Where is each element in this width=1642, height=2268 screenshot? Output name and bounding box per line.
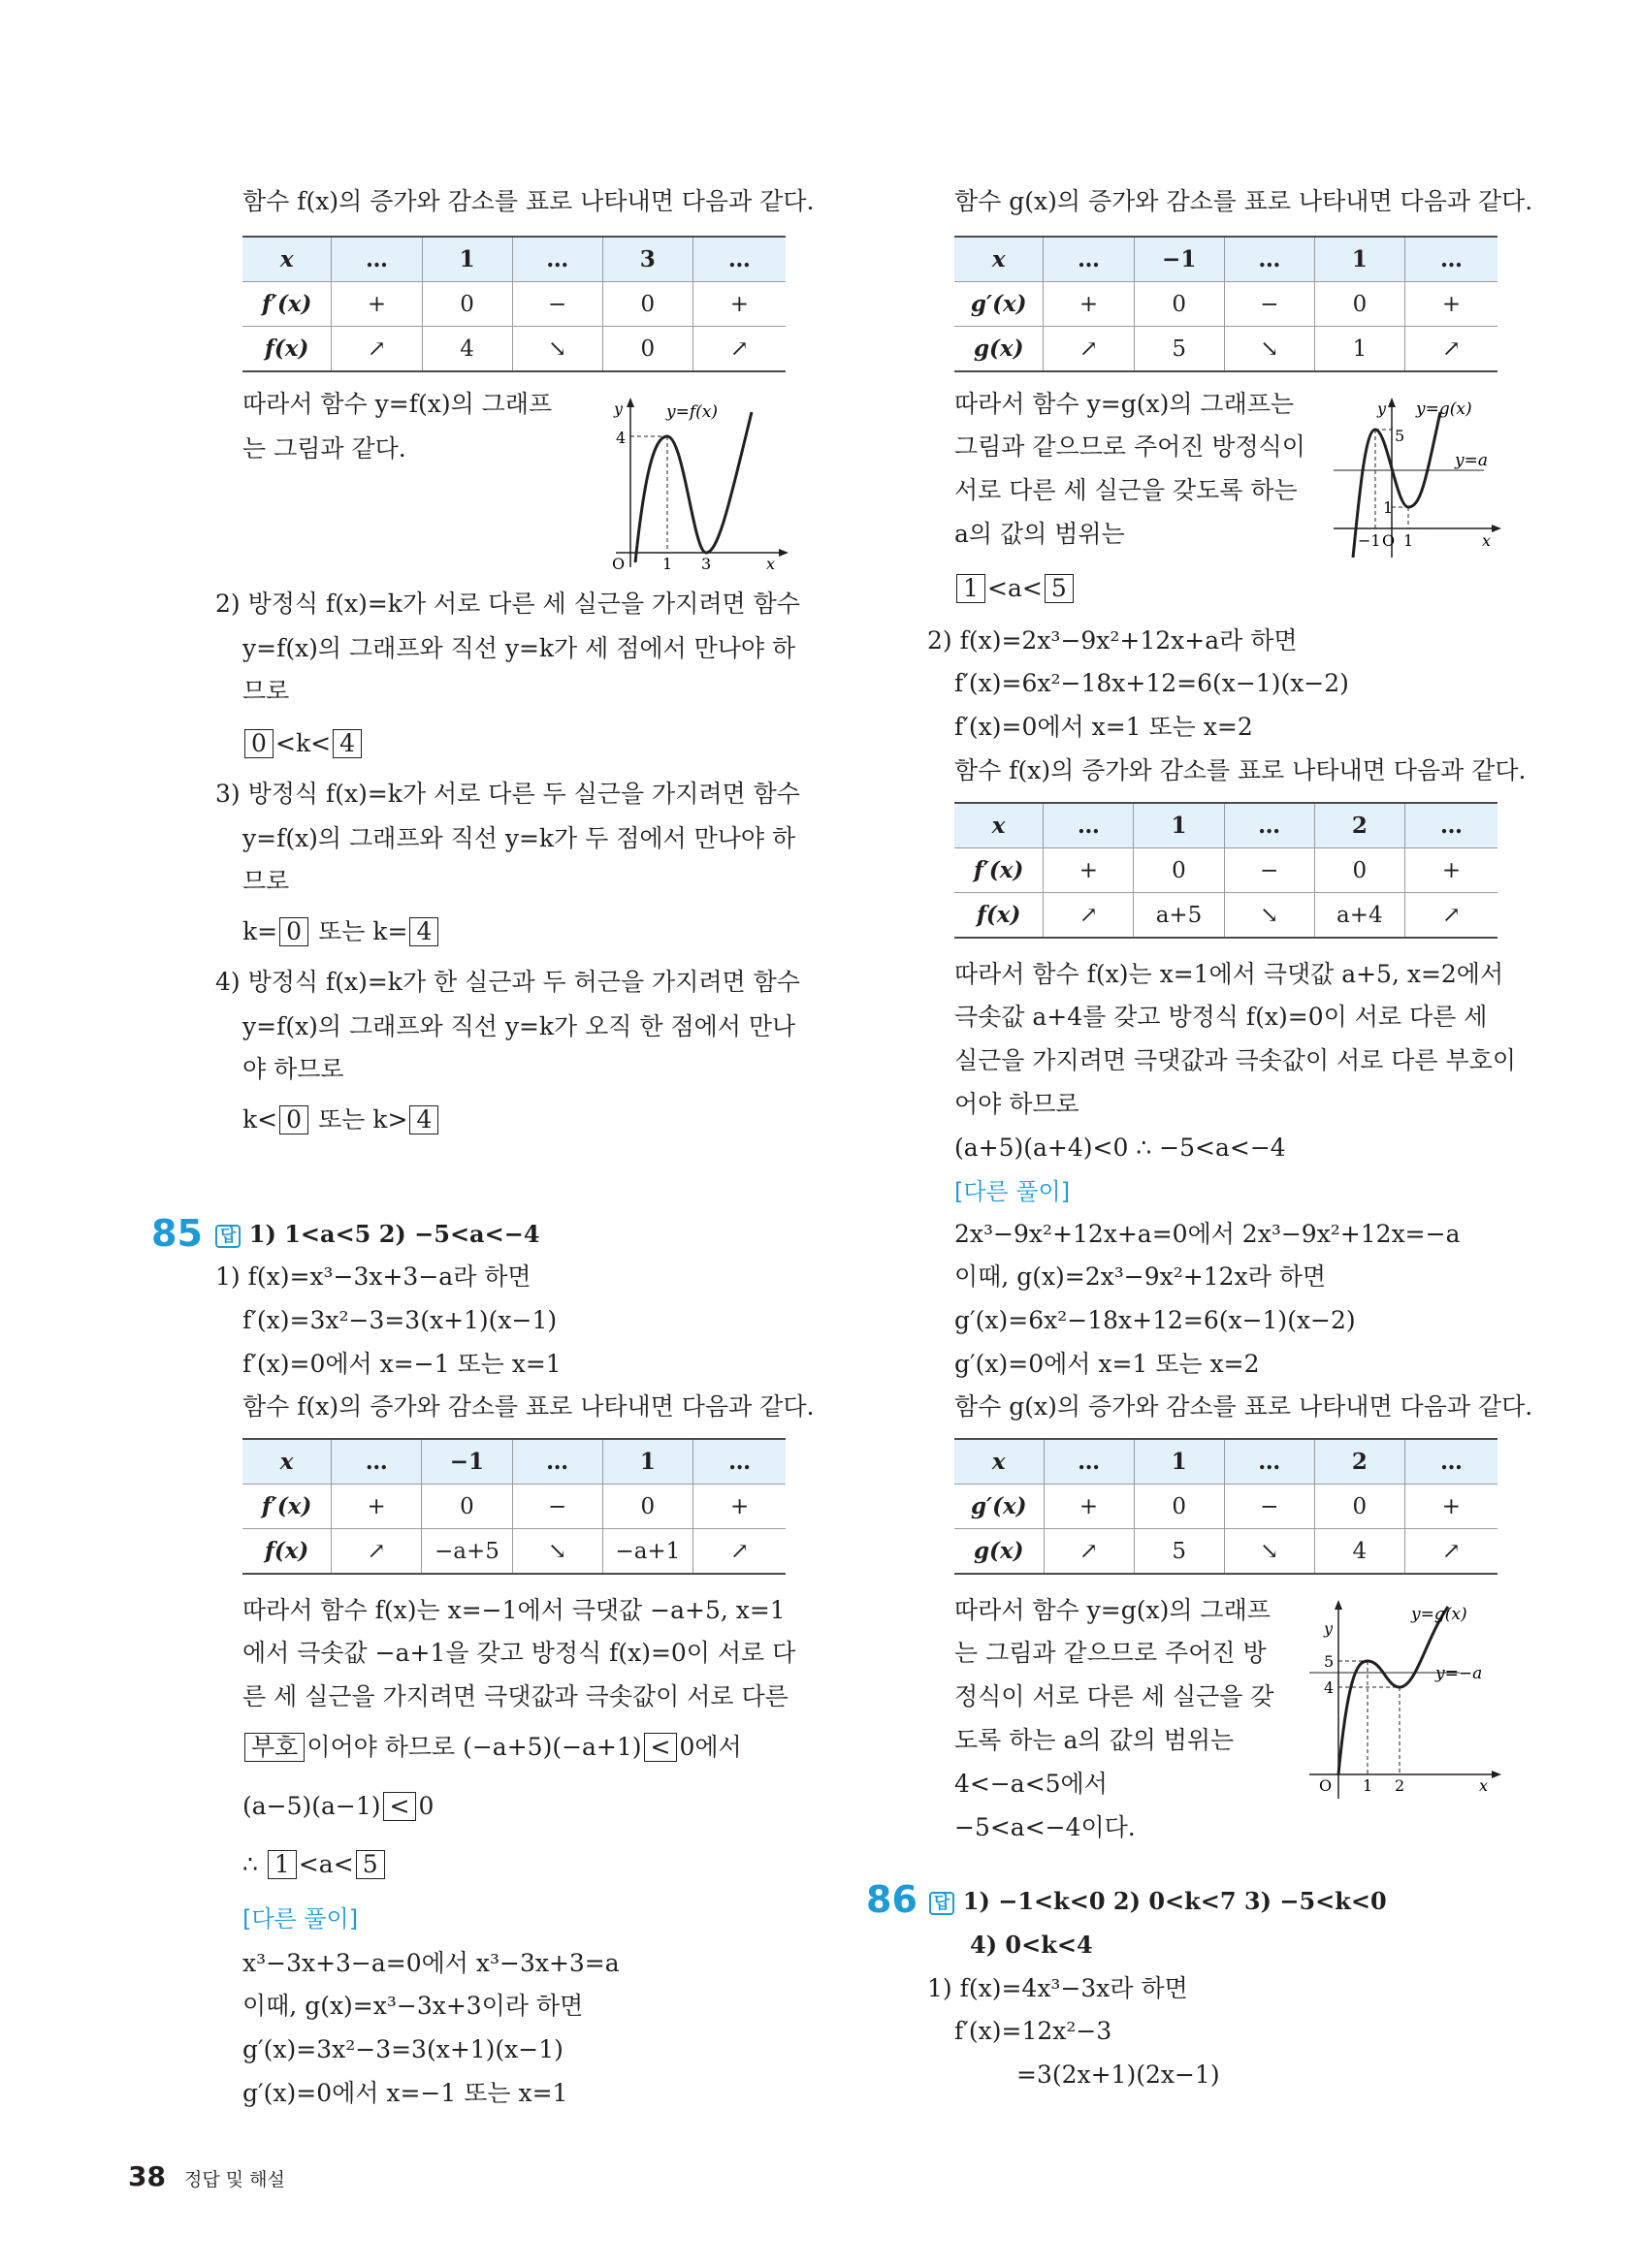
rg2-fn-label: y=g(x) — [1411, 1605, 1467, 1624]
left-alt-1: x³−3x+3−a=0에서 x³−3x+3=a — [242, 1949, 620, 1977]
rg1-origin: O — [1382, 531, 1396, 550]
table-cell: 0 — [602, 327, 692, 372]
table-cell: ↗ — [1044, 893, 1134, 939]
right-p2-after-4: 어야 하므로 — [954, 1090, 1079, 1118]
table-cell: 2 — [1314, 1439, 1404, 1485]
right-g1-text-1: 따라서 함수 y=g(x)의 그래프는 — [954, 390, 1295, 418]
answer-box: 부호 — [244, 1733, 305, 1762]
table-cell: 0 — [1314, 282, 1404, 327]
table-cell: … — [1044, 803, 1134, 848]
right-p2-2: f′(x)=6x²−18x+12=6(x−1)(x−2) — [954, 669, 1349, 697]
rg1-xm1: −1 — [1358, 531, 1381, 550]
table-cell: g′(x) — [954, 1485, 1044, 1529]
q86-line-3: =3(2x+1)(2x−1) — [1016, 2060, 1220, 2089]
q85-line-4: 함수 f(x)의 증가와 감소를 표로 나타내면 다음과 같다. — [242, 1392, 815, 1421]
right-graph-2 — [1304, 1595, 1503, 1804]
left-p2-2: y=f(x)의 그래프와 직선 y=k가 세 점에서 만나야 하 — [242, 634, 796, 662]
table-cell: x — [954, 237, 1044, 282]
table-cell: x — [954, 803, 1044, 848]
right-p2-after-3: 실근을 가지려면 극댓값과 극솟값이 서로 다른 부호이 — [954, 1046, 1516, 1074]
right-table-2 — [954, 802, 1497, 939]
table-row — [954, 803, 1497, 848]
left-graph1-text-2: 는 그림과 같다. — [242, 434, 406, 463]
rg2-y4: 4 — [1324, 1678, 1335, 1697]
right-g1-text-3: 서로 다른 세 실근을 갖도록 하는 — [954, 476, 1298, 504]
rg1-y1: 1 — [1383, 498, 1394, 517]
table-cell: … — [332, 1439, 422, 1485]
table-cell: + — [332, 282, 422, 327]
q86-line-1: 1) f(x)=4x³−3x라 하면 — [927, 1974, 1188, 2002]
right-p2-after-2: 극솟값 a+4를 갖고 방정식 f(x)=0이 서로 다른 세 — [954, 1003, 1488, 1031]
table-cell: + — [332, 1485, 422, 1529]
rg1-x-label: x — [1482, 531, 1492, 550]
table-cell: − — [512, 1485, 602, 1529]
right-g1-answer: 1 <a< 5 — [954, 574, 1076, 603]
table-cell: 1 — [1134, 803, 1224, 848]
table-cell: + — [1404, 282, 1497, 327]
rg2-origin: O — [1319, 1776, 1333, 1795]
right-g1-text-4: a의 값의 범위는 — [954, 520, 1125, 548]
table-cell: 0 — [1134, 1485, 1224, 1529]
table-cell: 0 — [422, 282, 512, 327]
table-cell: + — [1044, 282, 1134, 327]
table-cell: ↗ — [1044, 1529, 1134, 1575]
table-cell: 0 — [1134, 282, 1224, 327]
table-row — [954, 1439, 1497, 1485]
table-cell: x — [954, 1439, 1044, 1485]
table-cell: − — [1224, 282, 1314, 327]
right-g2-text-2: 는 그림과 같으므로 주어진 방 — [954, 1639, 1267, 1667]
answer-box: 4 — [409, 1105, 438, 1134]
table-cell: … — [1404, 237, 1497, 282]
right-alt-1: 2x³−9x²+12x+a=0에서 2x³−9x²+12x=−a — [954, 1220, 1461, 1248]
right-alt-3: g′(x)=6x²−18x+12=6(x−1)(x−2) — [954, 1306, 1356, 1334]
table-cell: f′(x) — [242, 1485, 332, 1529]
answer-box: 4 — [333, 729, 362, 758]
right-table-1 — [954, 236, 1497, 372]
rg1-x1: 1 — [1403, 531, 1414, 550]
table-cell: ↗ — [693, 1529, 786, 1575]
left-p3-2: y=f(x)의 그래프와 직선 y=k가 두 점에서 만나야 하 — [242, 824, 796, 852]
q85-line-2: f′(x)=3x²−3=3(x+1)(x−1) — [242, 1306, 558, 1334]
table-cell: 0 — [602, 282, 692, 327]
table-cell: 0 — [1314, 848, 1404, 893]
answer-box: 0 — [244, 729, 274, 758]
table-cell: + — [693, 1485, 786, 1529]
table-row — [954, 893, 1497, 939]
answer-box: 5 — [356, 1850, 385, 1879]
q85-after-1: 따라서 함수 f(x)는 x=−1에서 극댓값 −a+5, x=1 — [242, 1596, 786, 1624]
table-cell: + — [1404, 1485, 1497, 1529]
table-cell: … — [1404, 1439, 1497, 1485]
g1-y-label: y — [614, 399, 624, 418]
left-p4-answer: k< 0 또는 k> 4 — [242, 1105, 440, 1134]
table-cell: 4 — [422, 327, 512, 372]
answer-box: 1 — [956, 574, 985, 603]
table-cell: ↘ — [512, 1529, 602, 1575]
table-cell: −a+5 — [422, 1529, 513, 1575]
table-cell: a+4 — [1314, 893, 1404, 939]
table-row — [954, 1529, 1497, 1575]
q86-answer-1: 답 1) −1<k<0 2) 0<k<7 3) −5<k<0 — [929, 1887, 1387, 1915]
table-cell: … — [692, 237, 786, 282]
q86-number: 86 — [866, 1878, 918, 1921]
table-row — [242, 1439, 786, 1485]
table-cell: 4 — [1314, 1529, 1404, 1575]
left-table-2 — [242, 1438, 786, 1575]
table-cell: f(x) — [954, 893, 1044, 939]
table-cell: ↗ — [1405, 893, 1497, 939]
table-row — [954, 1485, 1497, 1529]
table-cell: 3 — [602, 237, 692, 282]
table-cell: 2 — [1314, 803, 1404, 848]
left-alt-3: g′(x)=3x²−3=3(x+1)(x−1) — [242, 2035, 563, 2063]
right-p2-4: 함수 f(x)의 증가와 감소를 표로 나타내면 다음과 같다. — [954, 756, 1527, 784]
table-cell: − — [512, 282, 602, 327]
right-alt-2: 이때, g(x)=2x³−9x²+12x라 하면 — [954, 1262, 1327, 1291]
table-cell: 1 — [1314, 327, 1404, 372]
table-cell: 0 — [1134, 848, 1224, 893]
table-cell: … — [512, 1439, 602, 1485]
right-p2-after-1: 따라서 함수 f(x)는 x=1에서 극댓값 a+5, x=2에서 — [954, 960, 1504, 988]
table-row — [242, 237, 786, 282]
answer-tag: 답 — [215, 1225, 241, 1248]
q86-answer-2: 4) 0<k<4 — [970, 1931, 1093, 1959]
table-cell: x — [242, 237, 332, 282]
right-g2-text-6: −5<a<−4이다. — [954, 1813, 1136, 1841]
g1-x1: 1 — [662, 555, 673, 572]
table-row — [954, 237, 1497, 282]
left-p3-3: 므로 — [242, 867, 290, 895]
page-number: 38 — [128, 2160, 166, 2192]
table-cell: … — [1405, 803, 1497, 848]
q85-box-line-2: (a−5)(a−1) < 0 — [242, 1792, 435, 1820]
left-intro: 함수 f(x)의 증가와 감소를 표로 나타내면 다음과 같다. — [242, 187, 815, 215]
rg2-x-label: x — [1479, 1776, 1489, 1795]
table-row — [954, 327, 1497, 372]
table-cell: 1 — [1314, 237, 1404, 282]
table-cell: ↗ — [1404, 327, 1497, 372]
table-cell: 5 — [1134, 1529, 1224, 1575]
right-g1-text-2: 그림과 같으므로 주어진 방정식이 — [954, 432, 1305, 461]
table-cell: f′(x) — [954, 848, 1044, 893]
left-p2-3: 므로 — [242, 677, 290, 705]
right-g2-text-1: 따라서 함수 y=g(x)의 그래프 — [954, 1596, 1271, 1624]
q85-after-3: 른 세 실근을 가지려면 극댓값과 극솟값이 서로 다른 — [242, 1682, 789, 1710]
answer-box: < — [644, 1733, 678, 1762]
table-cell: −a+1 — [602, 1529, 693, 1575]
table-cell: 0 — [602, 1485, 693, 1529]
left-p4-3: 야 하므로 — [242, 1055, 344, 1083]
left-alt-label: [다른 풀이] — [242, 1905, 359, 1933]
table-row — [954, 282, 1497, 327]
table-cell: −1 — [1134, 237, 1224, 282]
table-row — [242, 1485, 786, 1529]
q85-after-2: 에서 극솟값 −a+1을 갖고 방정식 f(x)=0이 서로 다 — [242, 1639, 796, 1667]
table-cell: ↗ — [1044, 327, 1134, 372]
q85-box-line-1: 부호 이어야 하므로 (−a+5)(−a+1) < 0에서 — [242, 1733, 742, 1762]
answer-box: 0 — [279, 1105, 308, 1134]
table-cell: ↘ — [512, 327, 602, 372]
table-cell: ↘ — [1224, 893, 1314, 939]
rg2-y5: 5 — [1324, 1652, 1335, 1671]
right-p2-1: 2) f(x)=2x³−9x²+12x+a라 하면 — [927, 626, 1298, 655]
table-cell: ↗ — [692, 327, 786, 372]
table-cell: ↗ — [332, 327, 422, 372]
footer-title: 정답 및 해설 — [184, 2169, 285, 2190]
right-alt-4: g′(x)=0에서 x=1 또는 x=2 — [954, 1350, 1260, 1378]
answer-box: 5 — [1045, 574, 1074, 603]
g1-x3: 3 — [701, 555, 712, 572]
left-alt-4: g′(x)=0에서 x=−1 또는 x=1 — [242, 2079, 568, 2107]
table-cell: … — [1224, 237, 1314, 282]
table-cell: 5 — [1134, 327, 1224, 372]
table-cell: ↗ — [332, 1529, 422, 1575]
table-cell: + — [1044, 1485, 1134, 1529]
table-cell: + — [1405, 848, 1497, 893]
table-cell: f(x) — [242, 327, 332, 372]
rg2-x2: 2 — [1395, 1776, 1405, 1795]
table-cell: − — [1224, 848, 1314, 893]
q85-number: 85 — [151, 1212, 203, 1255]
right-graph-1 — [1329, 393, 1503, 562]
answer-tag: 답 — [929, 1892, 954, 1915]
rg1-line-label: y=a — [1455, 451, 1488, 470]
table-row — [954, 848, 1497, 893]
table-cell: 0 — [1314, 1485, 1404, 1529]
rg1-fn-label: y=g(x) — [1416, 399, 1472, 419]
q86-line-2: f′(x)=12x²−3 — [954, 2017, 1112, 2045]
rg2-x1: 1 — [1363, 1776, 1373, 1795]
table-row — [242, 327, 786, 372]
table-cell: 1 — [602, 1439, 693, 1485]
q85-line-3: f′(x)=0에서 x=−1 또는 x=1 — [242, 1350, 562, 1378]
left-alt-2: 이때, g(x)=x³−3x+3이라 하면 — [242, 1992, 584, 2020]
right-g2-text-3: 정식이 서로 다른 세 실근을 갖 — [954, 1682, 1274, 1710]
answer-box: 1 — [268, 1850, 297, 1879]
table-cell: … — [512, 237, 602, 282]
table-cell: … — [1044, 237, 1134, 282]
table-cell: g(x) — [954, 327, 1044, 372]
table-cell: … — [332, 237, 422, 282]
rg1-y-label: y — [1377, 399, 1387, 418]
table-cell: ↗ — [1404, 1529, 1497, 1575]
rg2-y-label: y — [1324, 1619, 1334, 1638]
table-cell: … — [1224, 803, 1314, 848]
table-cell: a+5 — [1134, 893, 1224, 939]
table-cell: f′(x) — [242, 282, 332, 327]
table-cell: 0 — [422, 1485, 513, 1529]
left-p2-1: 2) 방정식 f(x)=k가 서로 다른 세 실근을 가지려면 함수 — [215, 590, 800, 618]
g1-x-label: x — [766, 555, 776, 572]
right-alt-5: 함수 g(x)의 증가와 감소를 표로 나타내면 다음과 같다. — [954, 1392, 1533, 1421]
table-row — [242, 1529, 786, 1575]
table-cell: 1 — [422, 237, 512, 282]
table-cell: f(x) — [242, 1529, 332, 1575]
table-cell: … — [1224, 1439, 1314, 1485]
q85-answer: 답 1) 1<a<5 2) −5<a<−4 — [215, 1220, 540, 1248]
q85-box-line-3: ∴ 1 <a< 5 — [242, 1850, 387, 1879]
q85-line-1: 1) f(x)=x³−3x+3−a라 하면 — [215, 1262, 531, 1291]
answer-box: 0 — [279, 917, 308, 946]
right-p2-after-5: (a+5)(a+4)<0 ∴ −5<a<−4 — [954, 1134, 1286, 1162]
table-cell: −1 — [422, 1439, 513, 1485]
left-p4-2: y=f(x)의 그래프와 직선 y=k가 오직 한 점에서 만나 — [242, 1012, 796, 1040]
table-cell: ↘ — [1224, 327, 1314, 372]
left-p3-answer: k= 0 또는 k= 4 — [242, 917, 440, 946]
table-cell: … — [693, 1439, 786, 1485]
table-row — [242, 282, 786, 327]
g1-fn-label: y=f(x) — [666, 402, 718, 422]
answer-box: 4 — [409, 917, 438, 946]
left-graph-1 — [606, 393, 790, 572]
right-g2-text-4: 도록 하는 a의 값의 범위는 — [954, 1726, 1235, 1754]
rg2-line-label: y=−a — [1435, 1664, 1483, 1683]
g1-y4: 4 — [616, 429, 627, 447]
table-cell: g′(x) — [954, 282, 1044, 327]
rg1-y5: 5 — [1395, 427, 1405, 445]
table-cell: g(x) — [954, 1529, 1044, 1575]
right-g2-text-5: 4<−a<5에서 — [954, 1770, 1108, 1798]
right-intro: 함수 g(x)의 증가와 감소를 표로 나타내면 다음과 같다. — [954, 187, 1533, 215]
table-cell: ↘ — [1224, 1529, 1314, 1575]
right-alt-label: [다른 풀이] — [954, 1178, 1071, 1205]
g1-origin: O — [612, 555, 626, 572]
left-graph1-text-1: 따라서 함수 y=f(x)의 그래프 — [242, 390, 553, 418]
right-table-3 — [954, 1438, 1497, 1575]
table-cell: … — [1044, 1439, 1134, 1485]
table-cell: 1 — [1134, 1439, 1224, 1485]
left-p2-answer: 0 <k< 4 — [242, 729, 364, 758]
right-p2-3: f′(x)=0에서 x=1 또는 x=2 — [954, 713, 1253, 741]
table-cell: − — [1224, 1485, 1314, 1529]
table-cell: + — [692, 282, 786, 327]
answer-box: < — [383, 1792, 417, 1821]
left-table-1 — [242, 236, 786, 372]
table-cell: + — [1044, 848, 1134, 893]
table-cell: x — [242, 1439, 332, 1485]
left-p3-1: 3) 방정식 f(x)=k가 서로 다른 두 실근을 가지려면 함수 — [215, 780, 800, 808]
left-p4-1: 4) 방정식 f(x)=k가 한 실근과 두 허근을 가지려면 함수 — [215, 968, 800, 996]
